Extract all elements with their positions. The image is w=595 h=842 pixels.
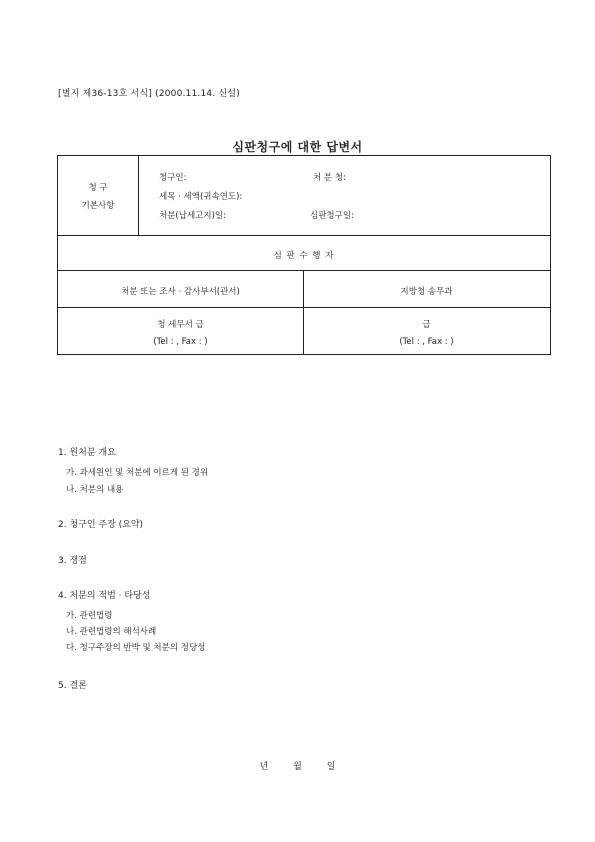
executor-header: 심 판 수 행 자 <box>273 251 335 261</box>
basic-info-label-line1: 청 구 <box>88 183 108 193</box>
section-item: 다. 청구주장의 반박 및 처분의 정당성 <box>66 643 206 653</box>
tax-item-field: 세목 · 세액(귀속연도): <box>159 192 243 202</box>
section-item: 나. 처분의 내용 <box>66 485 124 495</box>
document-title: 심판청구에 대한 답변서 <box>232 140 363 154</box>
claim-info-table <box>57 155 551 355</box>
section-item: 가. 과세원인 및 처분에 이르게 된 경위 <box>66 468 209 478</box>
left-dept-header: 처분 또는 조사 · 감사부서(관서) <box>121 287 240 297</box>
claimant-field: 청구인: <box>159 173 187 183</box>
right-dept-header: 지방청 송무과 <box>400 287 453 297</box>
section-item: 가. 관련법령 <box>66 611 113 621</box>
table-divider <box>58 235 550 236</box>
form-number-note: [별지 제36-13호 서식] (2000.11.14. 신설) <box>58 89 240 99</box>
disposition-office-field: 처 분 청: <box>313 173 346 183</box>
section-heading: 3. 쟁점 <box>58 556 87 566</box>
section-heading: 1. 원처분 개요 <box>58 448 116 458</box>
left-officer-line: 청 세무서 급 <box>157 320 204 330</box>
table-divider <box>138 156 139 235</box>
basic-info-label-line2: 기본사항 <box>81 201 115 211</box>
table-divider <box>58 307 550 308</box>
disposition-date-field: 처분(납세고지)일: <box>159 211 226 221</box>
right-officer-line: 급 <box>422 320 431 330</box>
right-contact-line: (Tel : , Fax : ) <box>399 337 454 347</box>
section-heading: 4. 처분의 적법 · 타당성 <box>58 591 151 601</box>
table-divider <box>58 270 550 271</box>
section-heading: 5. 결론 <box>58 681 87 691</box>
left-contact-line: (Tel : , Fax : ) <box>153 337 208 347</box>
appeal-date-field: 심판청구일: <box>310 211 354 221</box>
signature-date-line: 년 월 일 <box>259 762 336 772</box>
section-item: 나. 관련법령의 해석사례 <box>66 627 157 637</box>
section-heading: 2. 청구인 주장 (요약) <box>58 520 144 530</box>
